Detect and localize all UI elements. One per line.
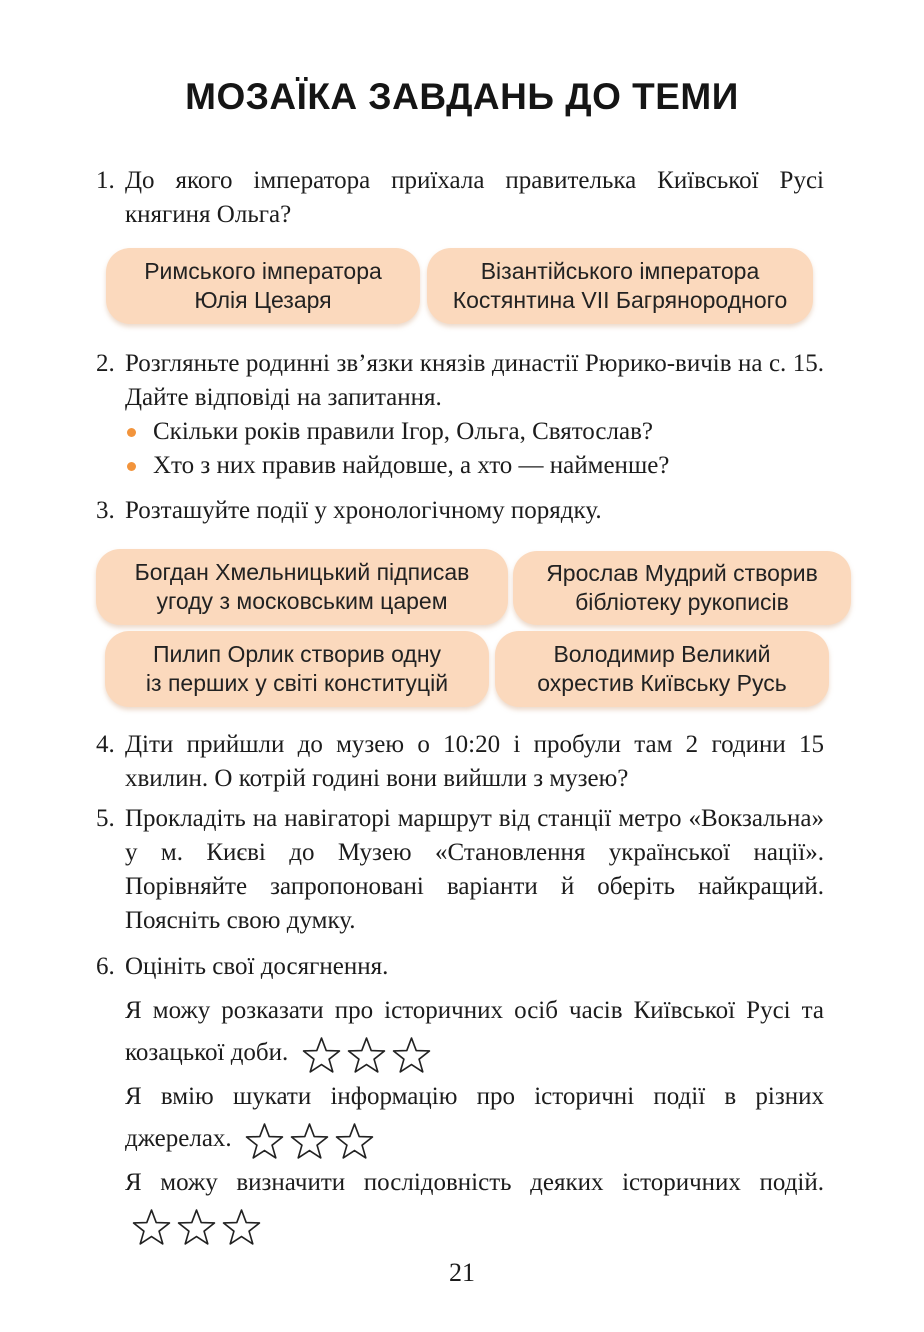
task-number: 3. <box>96 497 115 524</box>
star-outline-icon[interactable] <box>176 1207 217 1248</box>
task-number: 5. <box>96 805 115 832</box>
task-text: Розгляньте родинні зв’язки князів династії Рюрико-вичів на с. 15. Дайте відповіді на запитання. <box>125 350 824 411</box>
task-1 <box>96 164 824 232</box>
task-text: Прокладіть на навігаторі маршрут від станції метро «Вокзальна» у м. Києві до Музею «Становлення української нації». Порівняйте запропоновані варіанти й оберіть найкращий. Поясніть свою думку. <box>125 805 824 934</box>
task-number: 2. <box>96 350 115 377</box>
task-3 <box>96 494 824 528</box>
statement-text: Я вмію шукати інформацію про історичні події в різних джерелах. <box>125 1083 824 1152</box>
event-card[interactable]: Пилип Орлик створив одну із перших у світі конституцій <box>105 631 489 707</box>
star-outline-icon[interactable] <box>244 1121 285 1162</box>
self-assessment-statement <box>125 1076 824 1162</box>
star-outline-icon[interactable] <box>346 1035 387 1076</box>
self-assessment-statement <box>125 990 824 1076</box>
task-number: 6. <box>96 953 115 980</box>
task-text: Розташуйте події у хронологічному порядку. <box>125 497 602 524</box>
page-number: 21 <box>449 1258 475 1287</box>
task-6 <box>96 950 824 984</box>
page-title: МОЗАЇКА ЗАВДАНЬ ДО ТЕМИ <box>185 76 739 117</box>
star-outline-icon[interactable] <box>301 1035 342 1076</box>
star-rating[interactable] <box>244 1119 379 1162</box>
task-number: 4. <box>96 731 115 758</box>
question-text: Скільки років правили Ігор, Ольга, Святослав? <box>153 418 653 445</box>
star-rating[interactable] <box>131 1205 266 1248</box>
task-number: 1. <box>96 167 115 194</box>
star-outline-icon[interactable] <box>289 1121 330 1162</box>
event-card[interactable]: Богдан Хмельницький підписав угоду з московським царем <box>96 549 508 625</box>
self-assessment-statement <box>125 1162 824 1248</box>
star-rating[interactable] <box>301 1033 436 1076</box>
question-text: Хто з них правив найдовше, а хто — найменше? <box>153 452 670 479</box>
task-2 <box>96 347 824 483</box>
task-4 <box>96 728 824 796</box>
statement-text: Я можу визначити послідовність деяких історичних подій. <box>125 1169 824 1196</box>
answer-option-2[interactable]: Візантійського імператора Костянтина VII Багрянородного <box>427 248 813 324</box>
task-text: До якого імператора приїхала правителька Київської Русі княгиня Ольга? <box>125 167 824 228</box>
question-item <box>125 449 824 483</box>
task-text: Діти прийшли до музею о 10:20 і пробули там 2 години 15 хвилин. О котрій годині вони вийшли з музею? <box>125 731 824 792</box>
event-card[interactable]: Ярослав Мудрий створив бібліотеку рукописів <box>513 551 851 625</box>
star-outline-icon[interactable] <box>334 1121 375 1162</box>
bullet-icon <box>127 428 136 437</box>
bullet-icon <box>127 462 136 471</box>
statement-text: Я можу розказати про історичних осіб часів Київської Русі та козацької доби. <box>125 997 824 1066</box>
event-card[interactable]: Володимир Великий охрестив Київську Русь <box>495 631 829 707</box>
star-outline-icon[interactable] <box>131 1207 172 1248</box>
star-outline-icon[interactable] <box>391 1035 432 1076</box>
task-text: Оцініть свої досягнення. <box>125 953 389 980</box>
answer-option-1[interactable]: Римського імператора Юлія Цезаря <box>106 248 420 324</box>
question-item <box>125 415 824 449</box>
star-outline-icon[interactable] <box>221 1207 262 1248</box>
task-5 <box>96 802 824 938</box>
question-list <box>125 415 824 483</box>
